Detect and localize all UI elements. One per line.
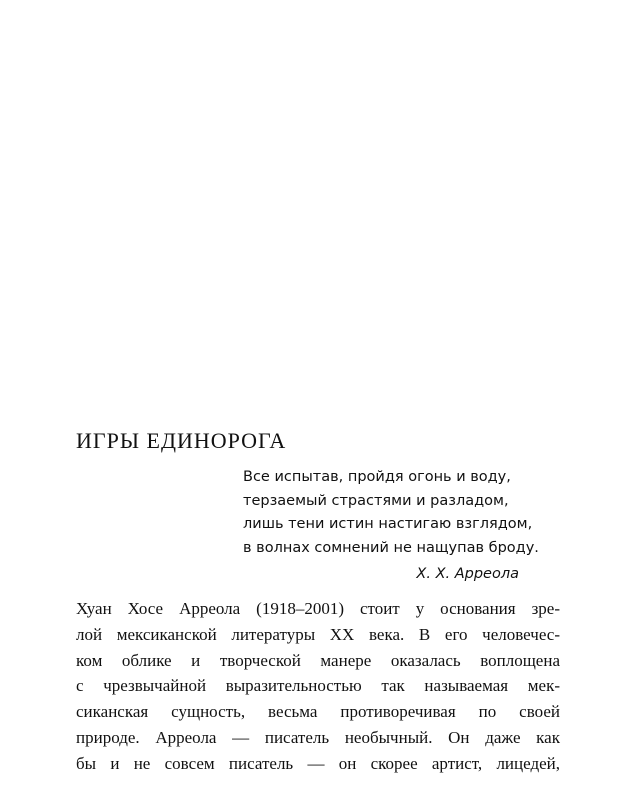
epigraph: [243, 466, 543, 587]
body-line: бы и не совсем писатель — он скорее артист, лицедей,: [76, 753, 560, 773]
body-line: Хуан Хосе Арреола (1918–2001) стоит у основания зре-: [76, 599, 560, 618]
body-paragraph: [76, 596, 560, 777]
epigraph-line: терзаемый страстями и разладом,: [243, 492, 509, 509]
body-line: сиканская сущность, весьма противоречивая по своей: [76, 702, 560, 722]
chapter-title: ИГРЫ ЕДИНОРОГА: [76, 428, 287, 453]
body-line: природе. Арреола — писатель необычный. Он даже как: [76, 727, 560, 747]
body-line: лой мексиканской литературы XX века. В его человечес-: [76, 624, 560, 644]
body-line: с чрезвычайной выразительностью так называемая мек-: [76, 676, 560, 696]
body-line: ком облике и творческой манере оказалась воплощена: [76, 650, 560, 670]
epigraph-line: лишь тени истин настигаю взглядом,: [243, 516, 533, 532]
epigraph-line: Все испытав, пройдя огонь и воду,: [243, 469, 511, 485]
epigraph-author: Х. Х. Арреола: [416, 566, 519, 582]
epigraph-line: в волнах сомнений не нащупав броду.: [243, 539, 539, 556]
